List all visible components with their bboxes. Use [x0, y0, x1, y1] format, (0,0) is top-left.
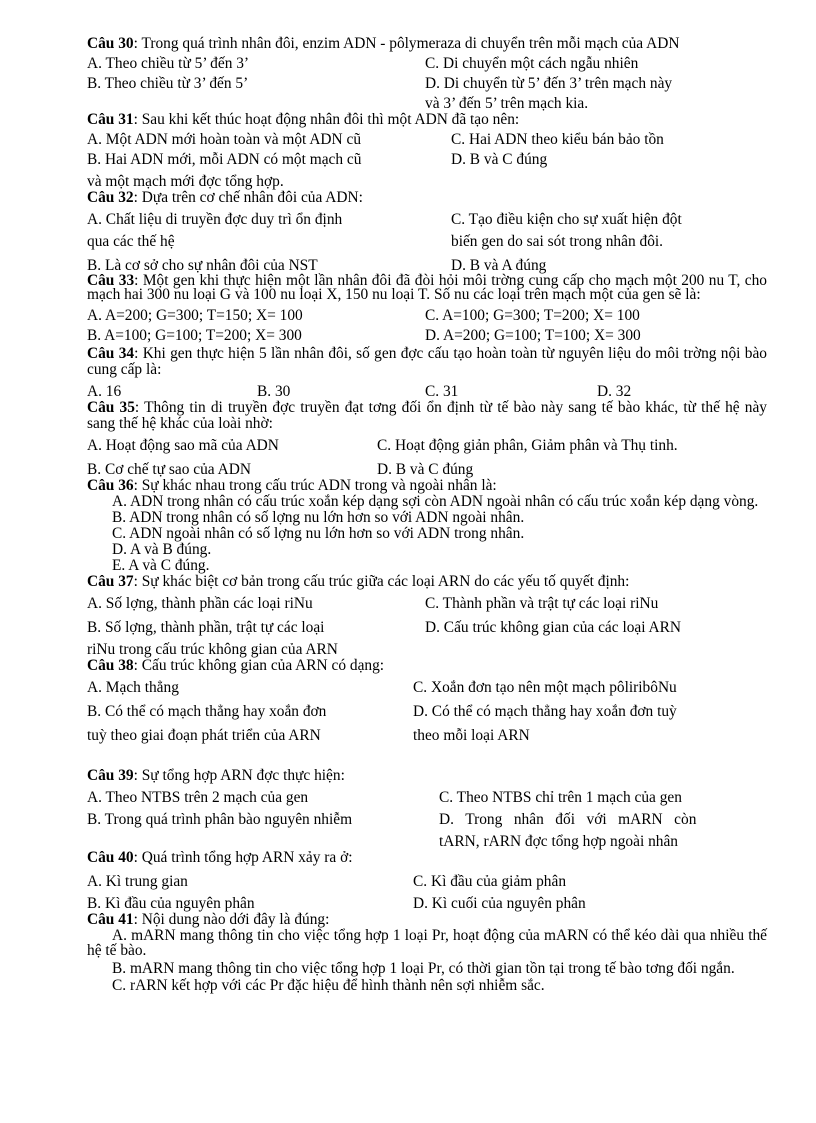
option-d: [413, 704, 677, 744]
option-a-line-2: qua các thế hệ: [87, 233, 175, 250]
option-c: C. Di chuyển một cách ngẫu nhiên: [425, 55, 639, 72]
answer-row: [87, 212, 767, 250]
option-c-line-2: biến gen do sai sót trong nhân đôi.: [451, 233, 664, 250]
question-32: [87, 190, 767, 206]
option-e: E. A và C đúng.: [112, 557, 210, 574]
option-a: A. Theo chiều từ 5’ đến 3’: [87, 55, 250, 72]
question-text: : Dựa trên cơ chế nhân đôi của ADN:: [133, 189, 363, 206]
question-41: [87, 912, 767, 928]
option-a: A. Một ADN mới hoàn toàn và một ADN cũ: [87, 131, 362, 148]
answer-row: [87, 438, 767, 454]
question-34: [87, 346, 767, 378]
option-b-line-2: tuỳ theo giai đoạn phát triển của ARN: [87, 727, 321, 744]
question-text: : Trong quá trình nhân đôi, enzim ADN - pôlymeraza di chuyển trên mỗi mạch của ADN: [133, 35, 680, 52]
option-b: [87, 152, 451, 190]
option-d: D. Kì cuối của nguyên phân: [413, 895, 586, 912]
question-text: : Sau khi kết thúc hoạt động nhân đôi thì một ADN đã tạo nên:: [133, 111, 520, 128]
option-d: [439, 812, 696, 850]
answer-row: [87, 620, 767, 658]
option-c: C. Hai ADN theo kiểu bán bảo tồn: [451, 131, 664, 148]
question-label: Câu 34: [87, 345, 135, 362]
option-b-line-1: B. Hai ADN mới, mỗi ADN có một mạch cũ: [87, 151, 362, 168]
question-label: Câu 39: [87, 767, 134, 784]
question-text: : Nội dung nào dới đây là đúng:: [133, 911, 330, 928]
answer-row: [87, 812, 767, 850]
question-text: : Quá trình tổng hợp ARN xảy ra ở:: [133, 849, 353, 866]
option-a: A. Theo NTBS trên 2 mạch của gen: [87, 789, 309, 806]
option-a: A. mARN mang thông tin cho việc tổng hợp 1 loại Pr, hoạt động của mARN có thể kéo dài qua nhiều thế hệ tế bào.: [87, 927, 767, 959]
question-33: [87, 274, 767, 302]
answer-row: [87, 790, 767, 806]
option-b: B. mARN mang thông tin cho việc tổng hợp 1 loại Pr, có thời gian tồn tại trong tế bào tơng đối ngắn.: [112, 960, 735, 977]
option-d-line-1: D. Trong nhân đối với mARN còn: [439, 811, 697, 828]
option-d-line-1: D. Di chuyển từ 5’ đến 3’ trên mạch này: [425, 75, 673, 92]
option-d: D. B và C đúng: [451, 151, 548, 168]
question-39: [87, 768, 767, 784]
spacer: [87, 744, 767, 768]
question-label: Câu 41: [87, 911, 134, 928]
option-c-line-1: C. Tạo điều kiện cho sự xuất hiện đột: [451, 211, 682, 228]
option-b: B. 30: [257, 383, 291, 400]
option-a: A. Số lợng, thành phần các loại riNu: [87, 595, 313, 612]
question-text: : Thông tin di truyền đợc truyền đạt tơng đối ổn định từ tế bào này sang tế bào khác, từ thế hệ này sang thế hệ khác của loài nhờ:: [87, 399, 767, 432]
option-a: A. A=200; G=300; T=150; X= 100: [87, 307, 303, 324]
option-b: B. Cơ chế tự sao của ADN: [87, 461, 251, 478]
option-c: [451, 212, 682, 250]
answer-row: [87, 596, 767, 612]
answer-row: [87, 308, 767, 324]
answer-row: [87, 874, 767, 890]
option-d-line-1: D. Có thể có mạch thẳng hay xoắn đơn tuỳ: [413, 703, 677, 720]
question-37: [87, 574, 767, 590]
option-d: D. B và A đúng: [451, 257, 547, 274]
option-c: C. A=100; G=300; T=200; X= 100: [425, 307, 640, 324]
option-a-line-1: A. Chất liệu di truyền đợc duy trì ổn định: [87, 211, 343, 228]
option-b: B. ADN trong nhân có số lợng nu lớn hơn so với ADN ngoài nhân.: [112, 509, 525, 526]
answer-row: [87, 896, 767, 912]
question-label: Câu 30: [87, 35, 134, 52]
question-label: Câu 37: [87, 573, 134, 590]
option-d: D. A=200; G=100; T=100; X= 300: [425, 327, 641, 344]
question-text: : Sự khác biệt cơ bản trong cấu trúc giữa các loại ARN do các yếu tố quyết định:: [133, 573, 630, 590]
option-c: C. Hoạt động giản phân, Giảm phân và Thụ tinh.: [377, 437, 678, 454]
question-label: Câu 33: [87, 272, 135, 289]
option-b: B. Kì đầu của nguyên phân: [87, 895, 255, 912]
option-b: B. Là cơ sở cho sự nhân đôi của NST: [87, 257, 318, 274]
option-d: [425, 76, 672, 112]
answer-row: [87, 56, 767, 72]
option-a: A. Mạch thẳng: [87, 679, 179, 696]
option-d: D. A và B đúng.: [112, 541, 212, 558]
answer-row: [87, 384, 767, 400]
option-b-line-2: và một mạch mới đợc tổng hợp.: [87, 173, 284, 190]
option-a: A. ADN trong nhân có cấu trúc xoắn kép dạng sợi còn ADN ngoài nhân có cấu trúc xoắn kép dạng vòng.: [112, 493, 759, 510]
question-label: Câu 38: [87, 657, 134, 674]
option-c: C. Theo NTBS chỉ trên 1 mạch của gen: [439, 789, 682, 806]
question-35: [87, 400, 767, 432]
option-d-line-2: tARN, rARN đợc tổng hợp ngoài nhân: [439, 833, 678, 850]
option-d-line-2: theo mỗi loại ARN: [413, 727, 530, 744]
option-c: C. Xoắn đơn tạo nên một mạch pôliribôNu: [413, 679, 677, 696]
question-40: [87, 850, 767, 866]
option-b: B. Trong quá trình phân bào nguyên nhiễm: [87, 811, 353, 828]
question-label: Câu 40: [87, 849, 134, 866]
option-b: B. A=100; G=100; T=200; X= 300: [87, 327, 302, 344]
question-text: : Khi gen thực hiện 5 lần nhân đôi, số gen đợc cấu tạo hoàn toàn từ nguyên liệu do môi trờng nội bào cung cấp là:: [87, 345, 768, 378]
question-label: Câu 31: [87, 111, 134, 128]
option-d: D. B và C đúng: [377, 461, 474, 478]
answer-row: [87, 152, 767, 190]
question-text: : Cấu trúc không gian của ARN có dạng:: [133, 657, 385, 674]
option-b-line-1: B. Số lợng, thành phần, trật tự các loại: [87, 619, 325, 636]
answer-row: [87, 704, 767, 744]
question-label: Câu 32: [87, 189, 134, 206]
option-b: B. Theo chiều từ 3’ đến 5’: [87, 75, 249, 92]
option-d-line-2: và 3’ đến 5’ trên mạch kia.: [425, 95, 589, 112]
worksheet-page: [87, 36, 767, 994]
option-b-line-1: B. Có thể có mạch thẳng hay xoắn đơn: [87, 703, 327, 720]
option-d: D. 32: [597, 383, 632, 400]
question-label: Câu 36: [87, 477, 134, 494]
answer-row: [87, 680, 767, 696]
option-a: A. Hoạt động sao mã của ADN: [87, 437, 279, 454]
option-c: C. rARN kết hợp với các Pr đặc hiệu để hình thành nên sợi nhiễm sắc.: [112, 977, 545, 994]
option-b: [87, 620, 425, 658]
question-label: Câu 35: [87, 399, 135, 416]
option-c: C. Kì đầu của giảm phân: [413, 873, 567, 890]
answer-row: [87, 132, 767, 148]
option-c: C. 31: [425, 383, 459, 400]
answer-row: [87, 462, 767, 478]
option-c: C. ADN ngoài nhân có số lợng nu lớn hơn so với ADN trong nhân.: [112, 525, 525, 542]
answer-row: [87, 328, 767, 344]
question-text: : Sự tổng hợp ARN đợc thực hiện:: [133, 767, 345, 784]
question-text: : Một gen khi thực hiện một lần nhân đôi đã đòi hỏi môi trờng cung cấp cho mạch một 200 nu T, cho mạch hai 300 nu loại G và 100 nu loại X, 150 nu loại T. Số nu các loại trên mạch một của gen sẽ là:: [87, 272, 767, 303]
question-31: [87, 112, 767, 128]
question-38: [87, 658, 767, 674]
option-a: [87, 212, 451, 250]
option-d: D. Cấu trúc không gian của các loại ARN: [425, 619, 682, 636]
option-a: A. 16: [87, 383, 122, 400]
option-a: A. Kì trung gian: [87, 873, 188, 890]
question-36: [87, 478, 767, 494]
question-text: : Sự khác nhau trong cấu trúc ADN trong và ngoài nhân là:: [133, 477, 497, 494]
question-30: [87, 36, 767, 52]
option-b-line-2: riNu trong cấu trúc không gian của ARN: [87, 641, 338, 658]
option-b: [87, 704, 413, 744]
option-c: C. Thành phần và trật tự các loại riNu: [425, 595, 659, 612]
answer-row: [87, 76, 767, 112]
